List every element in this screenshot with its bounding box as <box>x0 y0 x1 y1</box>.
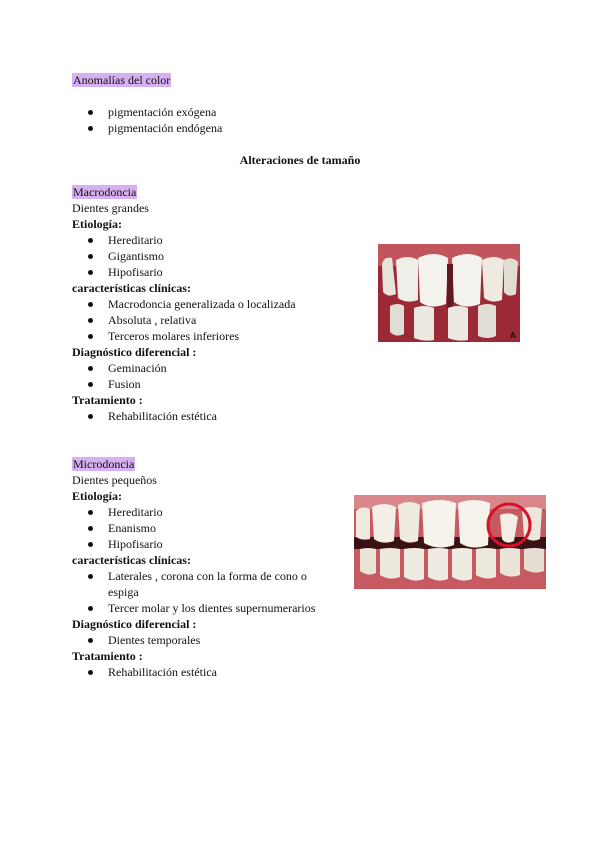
photo-label: A <box>510 331 516 340</box>
list-item: Rehabilitación estética <box>72 664 217 680</box>
macrodoncia-tratamiento-label: Tratamiento : <box>72 393 143 407</box>
macrodoncia-diagnostico-list <box>72 360 167 392</box>
bullet-icon <box>88 606 93 611</box>
microdoncia-heading-text: Microdoncia <box>73 457 135 471</box>
list-item: Fusion <box>72 376 167 392</box>
bullet-icon <box>88 526 93 531</box>
list-item: Hereditario <box>72 232 164 248</box>
microdoncia-etiologia-label: Etiología: <box>72 489 122 503</box>
bullet-icon <box>88 110 93 115</box>
list-item: Macrodoncia generalizada o localizada <box>72 296 296 312</box>
list-item: Rehabilitación estética <box>72 408 217 424</box>
bullet-icon <box>88 318 93 323</box>
bullet-icon <box>88 366 93 371</box>
macrodoncia-etiologia-list <box>72 232 164 280</box>
macrodoncia-clinicas-list <box>72 296 296 344</box>
list-item: pigmentación exógena <box>72 104 222 120</box>
macrodoncia-definition: Dientes grandes <box>72 201 149 215</box>
microdoncia-clinicas-label: características clínicas: <box>72 553 191 567</box>
color-anomalies-heading <box>72 72 171 88</box>
microdoncia-clinicas-list <box>72 568 315 616</box>
bullet-icon <box>88 510 93 515</box>
color-anomalies-heading-text: Anomalías del color <box>73 73 171 87</box>
list-item: Enanismo <box>72 520 163 536</box>
list-item: Hereditario <box>72 504 163 520</box>
microdoncia-etiologia-list <box>72 504 163 552</box>
microdoncia-diagnostico-label: Diagnóstico diferencial : <box>72 617 197 631</box>
bullet-icon <box>88 238 93 243</box>
list-item: Hipofisario <box>72 264 164 280</box>
color-anomalies-list <box>72 104 222 136</box>
bullet-icon <box>88 574 93 579</box>
bullet-icon <box>88 414 93 419</box>
bullet-icon <box>88 302 93 307</box>
macrodoncia-heading-text: Macrodoncia <box>73 185 137 199</box>
list-item: Dientes temporales <box>72 632 200 648</box>
macrodoncia-clinicas-label: características clínicas: <box>72 281 191 295</box>
section-title: Alteraciones de tamaño <box>239 153 361 167</box>
bullet-icon <box>88 382 93 387</box>
list-item: Geminación <box>72 360 167 376</box>
macrodoncia-diagnostico-label: Diagnóstico diferencial : <box>72 345 197 359</box>
macrodoncia-tratamiento-list <box>72 408 217 424</box>
microdoncia-diagnostico-list <box>72 632 200 648</box>
macrodoncia-teeth-image <box>378 244 520 342</box>
bullet-icon <box>88 254 93 259</box>
macrodoncia-heading <box>72 184 137 200</box>
list-item: pigmentación endógena <box>72 120 222 136</box>
bullet-icon <box>88 334 93 339</box>
microdoncia-tratamiento-label: Tratamiento : <box>72 649 143 663</box>
microdoncia-teeth-image <box>354 495 546 589</box>
bullet-icon <box>88 638 93 643</box>
microdoncia-teeth-illustration <box>354 495 546 589</box>
bullet-icon <box>88 270 93 275</box>
macrodoncia-etiologia-label: Etiología: <box>72 217 122 231</box>
bullet-icon <box>88 542 93 547</box>
list-item: Hipofisario <box>72 536 163 552</box>
list-item: Terceros molares inferiores <box>72 328 296 344</box>
microdoncia-definition: Dientes pequeños <box>72 473 157 487</box>
bullet-icon <box>88 126 93 131</box>
macrodoncia-teeth-illustration <box>378 244 520 342</box>
microdoncia-heading <box>72 456 135 472</box>
list-item: Gigantismo <box>72 248 164 264</box>
bullet-icon <box>88 670 93 675</box>
list-item: Tercer molar y los dientes supernumerarios <box>72 600 315 616</box>
list-item: Absoluta , relativa <box>72 312 296 328</box>
list-item: Laterales , corona con la forma de cono o espiga <box>72 568 315 600</box>
microdoncia-tratamiento-list <box>72 664 217 680</box>
